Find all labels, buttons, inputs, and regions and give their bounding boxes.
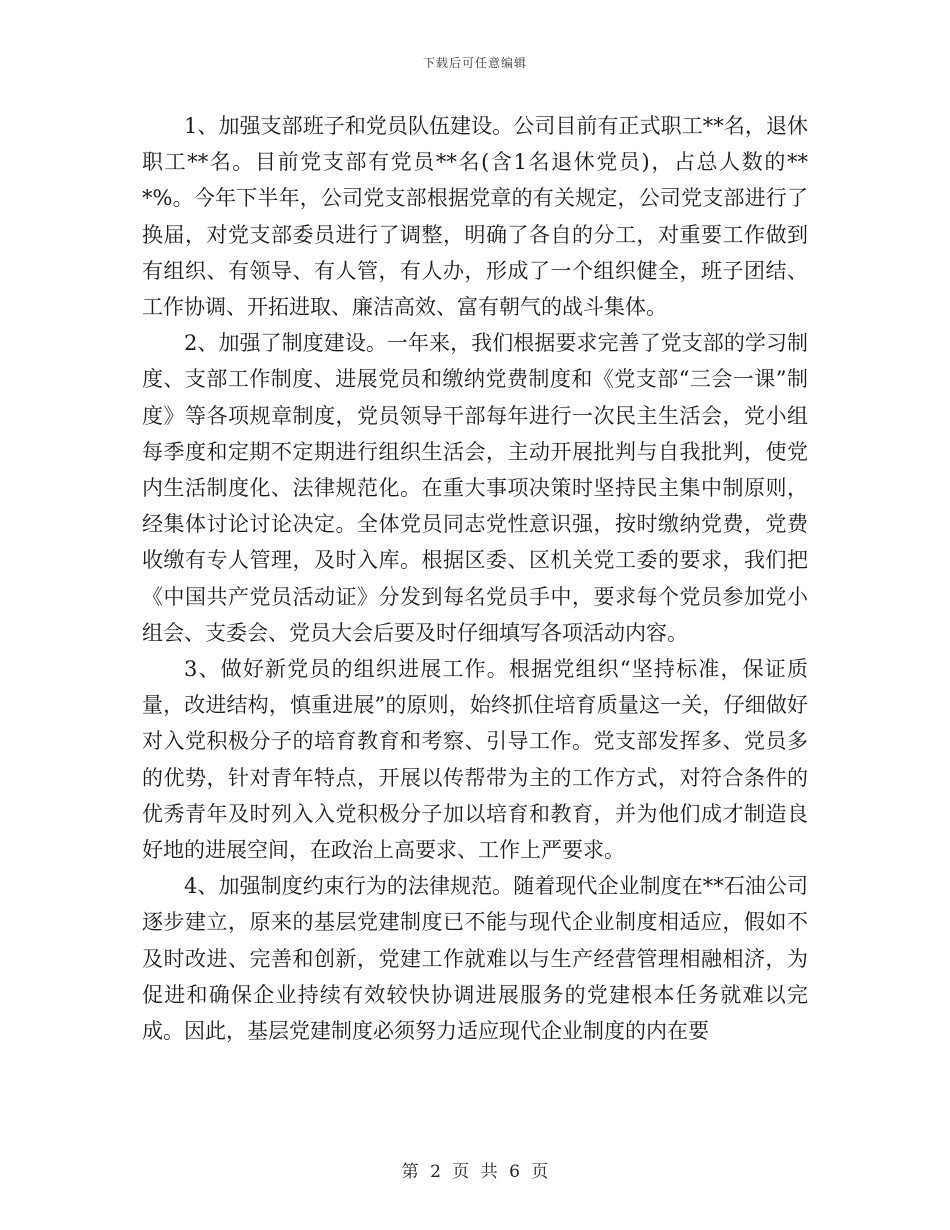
paragraph-3: 3、做好新党员的组织进展工作。根据党组织“坚持标准，保证质量，改进结构，慎重进展”的原则，始终抓住培育质量这一关，仔细做好对入党积极分子的培育教育和考察、引导工作。党支部发挥多、党员多的优势，针对青年特点，开展以传帮带为主的工作方式，对符合条件的优秀青年及时列入入党积极分子加以培育和教育，并为他们成才制造良好地的进展空间，在政治上高要求、工作上严要求。 bbox=[142, 657, 808, 863]
document-body bbox=[142, 108, 808, 1049]
paragraph-2: 2、加强了制度建设。一年来，我们根据要求完善了党支部的学习制度、支部工作制度、进展党员和缴纳党费制度和《党支部“三会一课”制度》等各项规章制度，党员领导干部每年进行一次民主生活会，党小组每季度和定期不定期进行组织生活会，主动开展批判与自我批判，使党内生活制度化、法律规范化。在重大事项决策时坚持民主集中制原则，经集体讨论讨论决定。全体党员同志党性意识强，按时缴纳党费，党费收缴有专人管理，及时入库。根据区委、区机关党工委的要求，我们把《中国共产党员活动证》分发到每名党员手中，要求每个党员参加党小组会、支委会、党员大会后要及时仔细填写各项活动内容。 bbox=[142, 331, 808, 645]
page-number: 第 2 页 共 6 页 bbox=[401, 1162, 549, 1182]
page-header-note: 下载后可任意编辑 bbox=[422, 56, 527, 70]
paragraph-4: 4、加强制度约束行为的法律规范。随着现代企业制度在**石油公司逐步建立，原来的基层党建制度已不能与现代企业制度相适应，假如不及时改进、完善和创新，党建工作就难以与生产经营管理相融相济，为促进和确保企业持续有效较快协调进展服务的党建根本任务就难以完成。因此，基层党建制度必须努力适应现代企业制度的内在要 bbox=[142, 874, 808, 1044]
paragraph-1: 1、加强支部班子和党员队伍建设。公司目前有正式职工**名，退休职工**名。目前党支部有党员**名(含1名退休党员)，占总人数的***%。今年下半年，公司党支部根据党章的有关规定，公司党支部进行了换届，对党支部委员进行了调整，明确了各自的分工，对重要工作做到有组织、有领导、有人管，有人办，形成了一个组织健全，班子团结、工作协调、开拓进取、廉洁高效、富有朝气的战斗集体。 bbox=[142, 114, 808, 320]
